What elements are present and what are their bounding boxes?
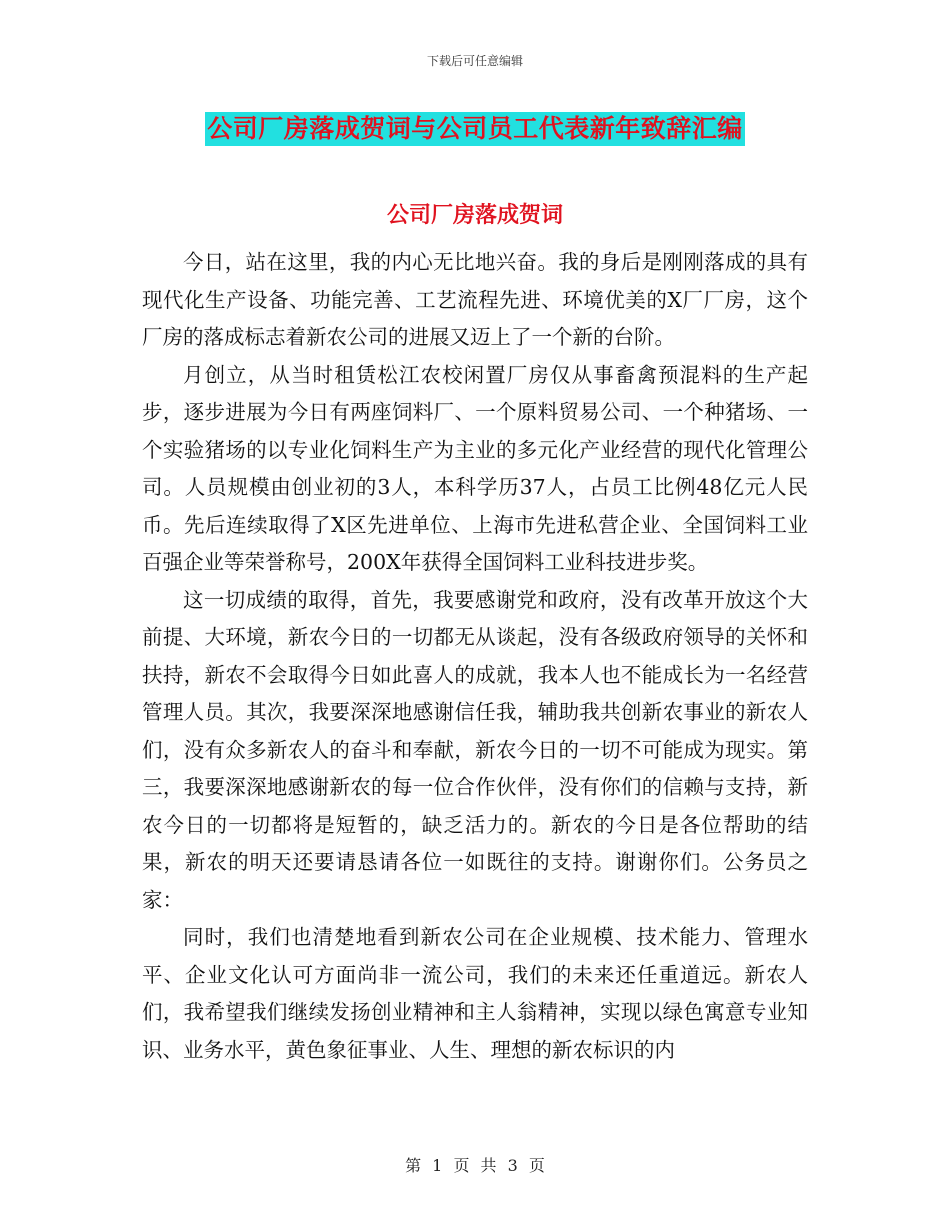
document-body [142,244,808,1069]
header-note: 下载后可任意编辑 [426,54,523,68]
paragraph: 同时，我们也清楚地看到新农公司在企业规模、技术能力、管理水平、企业文化认可方面尚非一流公司，我们的未来还任重道远。新农人们，我希望我们继续发扬创业精神和主人翁精神，实现以绿色寓意专业知识、业务水平，黄色象征事业、人生、理想的新农标识的内 [142,925,808,1062]
paragraph: 今日，站在这里，我的内心无比地兴奋。我的身后是刚刚落成的具有现代化生产设备、功能完善、工艺流程先进、环境优美的X厂厂房，这个厂房的落成标志着新农公司的进展又迈上了一个新的台阶。 [142,250,808,349]
paragraph: 月创立，从当时租赁松江农校闲置厂房仅从事畜禽预混料的生产起步，逐步进展为今日有两座饲料厂、一个原料贸易公司、一个种猪场、一个实验猪场的以专业化饲料生产为主业的多元化产业经营的现代化管理公司。人员规模由创业初的3人，本科学历37人，占员工比例48亿元人民币。先后连续取得了X区先进单位、上海市先进私营企业、全国饲料工业百强企业等荣誉称号，200X年获得全国饲料工业科技进步奖。 [142,362,808,574]
document-title-container [0,112,950,146]
paragraph: 这一切成绩的取得，首先，我要感谢党和政府，没有改革开放这个大前提、大环境，新农今日的一切都无从谈起，没有各级政府领导的关怀和扶持，新农不会取得今日如此喜人的成就，我本人也不能成长为一名经营管理人员。其次，我要深深地感谢信任我，辅助我共创新农事业的新农人们，没有众多新农人的奋斗和奉献，新农今日的一切不可能成为现实。第三，我要深深地感谢新农的每一位合作伙伴，没有你们的信赖与支持，新农今日的一切都将是短暂的，缺乏活力的。新农的今日是各位帮助的结果，新农的明天还要请恳请各位一如既往的支持。谢谢你们。公务员之家： [142,587,808,912]
section-title: 公司厂房落成贺词 [386,202,563,228]
document-title: 公司厂房落成贺词与公司员工代表新年致辞汇编 [205,112,745,146]
page-number-footer: 第 1 页 共 3 页 [405,1156,545,1175]
